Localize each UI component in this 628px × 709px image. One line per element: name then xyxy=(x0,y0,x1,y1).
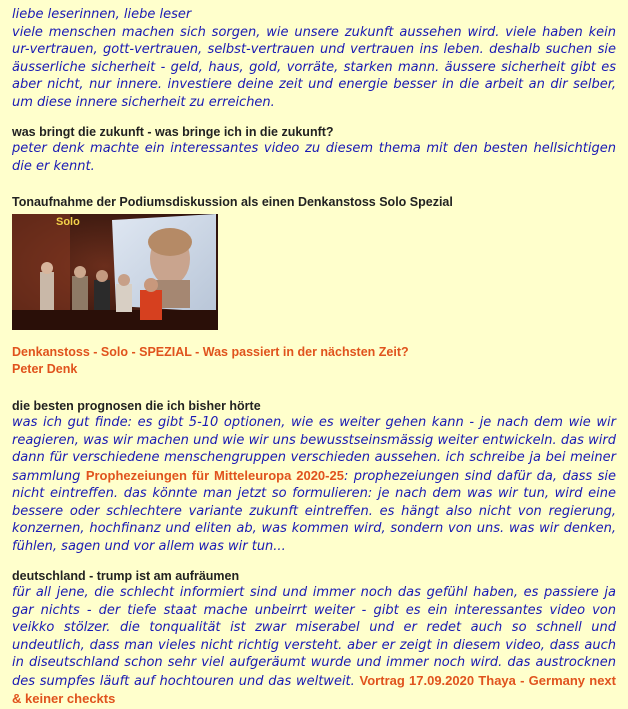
intro-greeting: liebe leserinnen, liebe leser xyxy=(12,7,192,22)
video-author: Peter Denk xyxy=(12,362,78,376)
prophezeiungen-link[interactable]: Prophezeiungen für Mitteleuropa 2020-25 xyxy=(85,467,344,483)
video-thumbnail[interactable] xyxy=(12,214,218,330)
section-text-zukunft: peter denk machte ein interessantes video zu diesem thema mit den besten hellsichtigen die er kennt. xyxy=(12,141,616,174)
deutschland-text: für all jene, die schlecht informiert sind und immer noch das gefühl haben, es passiere ja gar nichts - der tiefe staat mache unbeirrt weiter - gibt es ein interessantes video von veikko stölzer. die tonqualität ist zwar miserabel und er redet auch so schnell und undeutlich, dass man vieles nicht richtig versteht. aber er zeigt in diesem video, dass auch in diseutschland schon sehr viel aufgeräumt wurde und immer noch wird. das austrocknen des sumpfes läuft auf hochtouren und das weltweit. xyxy=(12,585,616,689)
video-thumbnail-image xyxy=(12,214,218,330)
section-text-prognosen xyxy=(12,414,616,555)
prognosen-text-before: was ich gut finde: es gibt 5-10 optionen, wie es weiter gehen kann - je nach dem wie wir reagieren, was wir machen und wie wir uns bewusstseinsmässig weiter entwickeln. das wird dann für verschiedene menschengruppen verschieden aussehen. ich schreibe ja bei meiner sammlung xyxy=(12,415,616,484)
section-heading-zukunft: was bringt die zukunft - was bringe ich in die zukunft? xyxy=(12,125,334,139)
section-text-deutschland xyxy=(12,584,616,709)
video-title-link[interactable]: Denkanstoss - Solo - SPEZIAL - Was passiert in der nächsten Zeit? xyxy=(12,345,409,359)
section-heading-tonaufnahme: Tonaufnahme der Podiumsdiskussion als einen Denkanstoss Solo Spezial xyxy=(12,195,453,209)
section-heading-deutschland: deutschland - trump ist am aufräumen xyxy=(12,569,240,583)
section-heading-prognosen: die besten prognosen die ich bisher hörte xyxy=(12,399,261,413)
video-overlay-label: Solo xyxy=(56,216,80,228)
vortrag-link[interactable]: Vortrag 17.09.2020 Thaya - Germany next & keiner checkts xyxy=(12,672,616,706)
prognosen-text-after: : prophezeiungen sind dafür da, dass sie nicht eintreffen. das könnte man jetzt so formulieren: je nach dem was wir tun, wird eine bessere oder schlechtere variante zukunft eintreffen. es hängt also nicht von regierung, konzernen, hochfinanz und eliten ab, was kommen wird, sondern von uns. was wir denken, fühlen, sagen und vor allem was wir tun... xyxy=(12,468,616,554)
intro-paragraph: viele menschen machen sich sorgen, wie unsere zukunft aussehen wird. viele haben kein ur-vertrauen, gott-vertrauen, selbst-vertrauen und vertrauen ins leben. deshalb suchen sie äusserliche sicherheit - geld, haus, gold, vorräte, starken mann. äussere sicherheit gibt es aber nicht, nur innere. investiere deine zeit und energie besser in die arbeit an dir selber, um diese innere sicherheit zu erreichen. xyxy=(12,24,616,110)
